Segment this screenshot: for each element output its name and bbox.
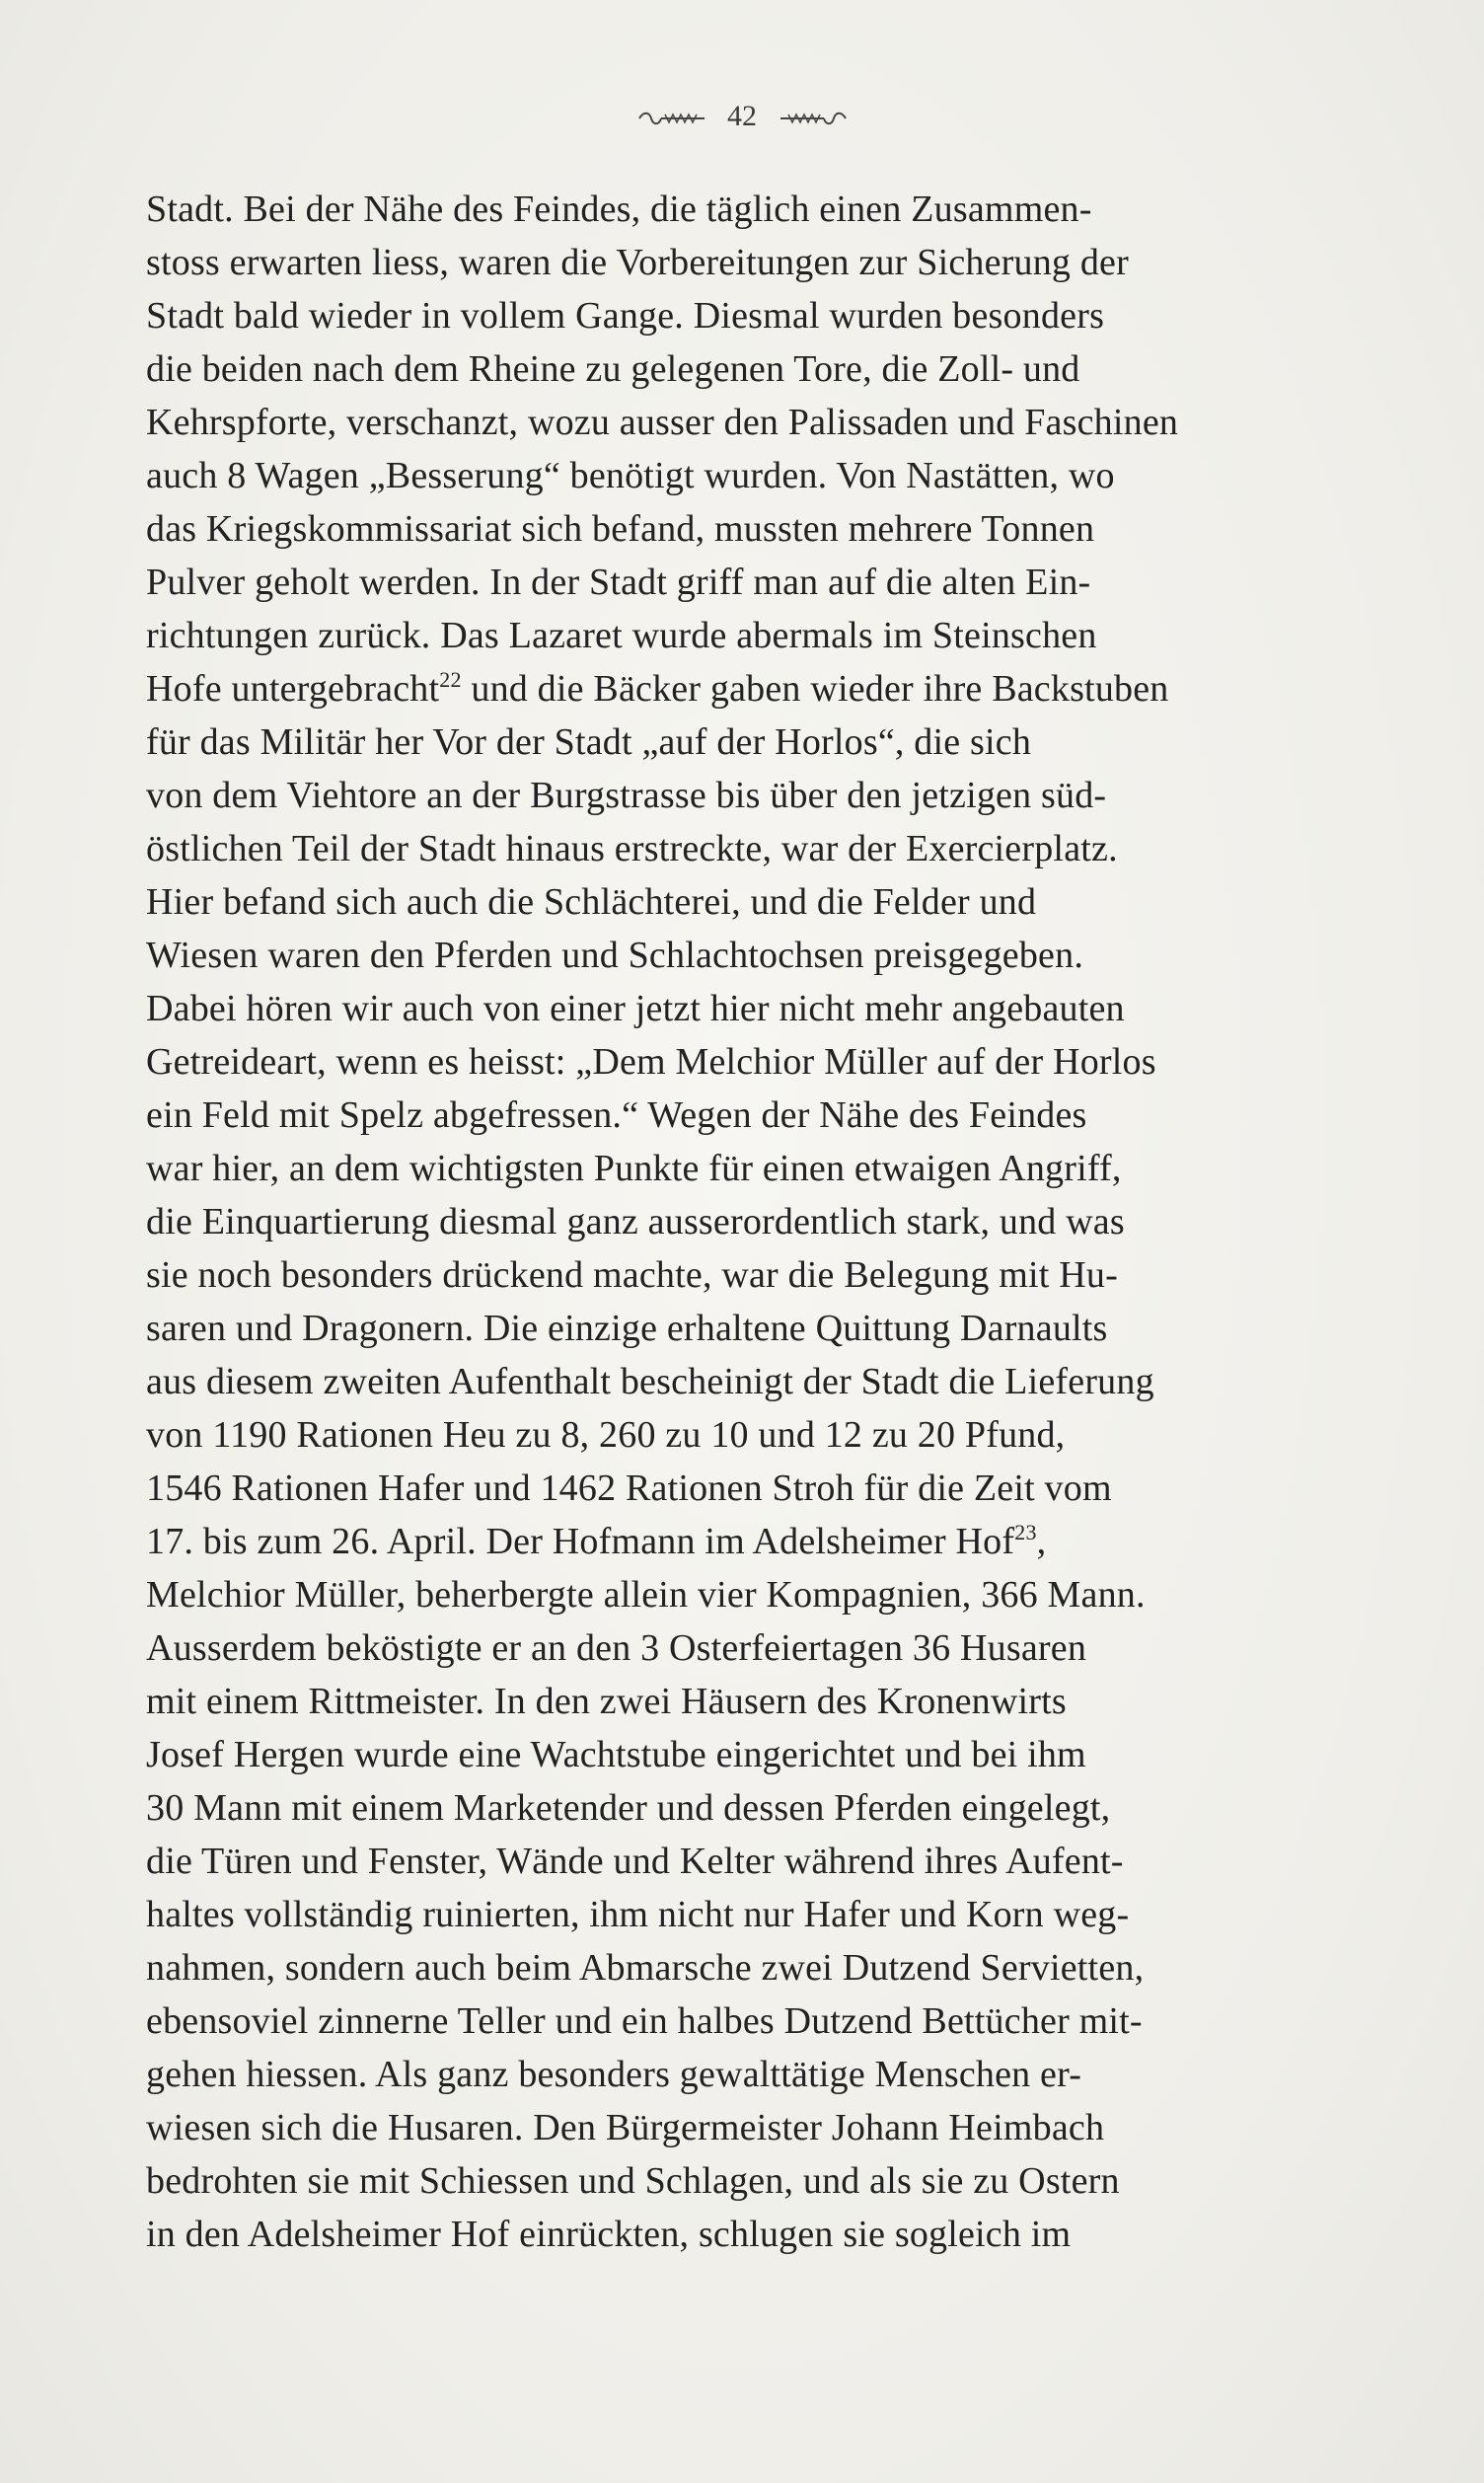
- text-line: saren und Dragonern. Die einzige erhaltene Quittung Darnaults: [146, 1308, 1108, 1349]
- text-line: Melchior Müller, beherbergte allein vier Kompagnien, 366 Mann.: [146, 1574, 1146, 1616]
- footnote-marker: 23: [1014, 1520, 1037, 1544]
- text-line: für das Militär her Vor der Stadt „auf der Horlos“, die sich: [146, 721, 1032, 763]
- text-line: ein Feld mit Spelz abgefressen.“ Wegen der Nähe des Feindes: [146, 1094, 1087, 1136]
- text-line: die Türen und Fenster, Wände und Kelter während ihres Aufent-: [146, 1841, 1124, 1882]
- text-line: östlichen Teil der Stadt hinaus erstreckte, war der Exercierplatz.: [146, 828, 1118, 869]
- text-line: wiesen sich die Husaren. Den Bürgermeister Johann Heimbach: [146, 2107, 1105, 2148]
- text-line: auch 8 Wagen „Besserung“ benötigt wurden. Von Nastätten, wo: [146, 455, 1115, 496]
- text-segment: 17. bis zum 26. April. Der Hofmann im Adelsheimer Hof: [146, 1521, 1015, 1562]
- text-line: die Einquartierung diesmal ganz ausserordentlich stark, und was: [146, 1201, 1125, 1242]
- page-header: [0, 97, 1484, 136]
- text-line: [146, 662, 1425, 715]
- text-segment: und die Bäcker gaben wieder ihre Backstuben: [461, 668, 1169, 710]
- text-line: das Kriegskommissariat sich befand, mussten mehrere Tonnen: [146, 508, 1095, 550]
- right-ornament-icon: [779, 110, 850, 127]
- text-line: 30 Mann mit einem Marketender und dessen Pferden eingelegt,: [146, 1787, 1111, 1829]
- text-line: Stadt. Bei der Nähe des Feindes, die täglich einen Zusammen-: [146, 188, 1092, 230]
- text-line: Pulver geholt werden. In der Stadt griff man auf die alten Ein-: [146, 562, 1091, 603]
- text-line: in den Adelsheimer Hof einrückten, schlugen sie sogleich im: [146, 2214, 1072, 2255]
- text-line: 1546 Rationen Hafer und 1462 Rationen Stroh für die Zeit vom: [146, 1467, 1112, 1509]
- left-ornament-icon: [635, 110, 706, 127]
- text-line: aus diesem zweiten Aufenthalt bescheinigt der Stadt die Lieferung: [146, 1361, 1154, 1402]
- text-line: Dabei hören wir auch von einer jetzt hier nicht mehr angebauten: [146, 988, 1125, 1029]
- text-line: stoss erwarten liess, waren die Vorbereitungen zur Sicherung der: [146, 242, 1129, 283]
- text-line: Kehrspforte, verschanzt, wozu ausser den Palissaden und Faschinen: [146, 402, 1179, 443]
- text-line: sie noch besonders drückend machte, war die Belegung mit Hu-: [146, 1254, 1118, 1296]
- text-line: Stadt bald wieder in vollem Gange. Diesmal wurden besonders: [146, 295, 1105, 337]
- text-line: bedrohten sie mit Schiessen und Schlagen, und als sie zu Ostern: [146, 2160, 1120, 2202]
- text-line: von 1190 Rationen Heu zu 8, 260 zu 10 und 12 zu 20 Pfund,: [146, 1414, 1066, 1456]
- text-line: die beiden nach dem Rheine zu gelegenen Tore, die Zoll- und: [146, 348, 1080, 390]
- body-text: [146, 183, 1425, 2261]
- text-line: war hier, an dem wichtigsten Punkte für einen etwaigen Angriff,: [146, 1148, 1122, 1189]
- text-line: Wiesen waren den Pferden und Schlachtochsen preisgegeben.: [146, 935, 1084, 976]
- text-segment: ,: [1036, 1521, 1047, 1562]
- text-line: ebensoviel zinnerne Teller und ein halbes Dutzend Bettücher mit-: [146, 2000, 1143, 2042]
- page-number: 42: [727, 100, 757, 132]
- text-line: von dem Viehtore an der Burgstrasse bis über den jetzigen süd-: [146, 775, 1107, 816]
- text-line: Josef Hergen wurde eine Wachtstube eingerichtet und bei ihm: [146, 1734, 1086, 1775]
- text-line: [146, 1515, 1425, 1568]
- text-line: richtungen zurück. Das Lazaret wurde abermals im Steinschen: [146, 615, 1097, 656]
- text-line: gehen hiessen. Als ganz besonders gewalttätige Menschen er-: [146, 2054, 1082, 2095]
- text-line: Getreideart, wenn es heisst: „Dem Melchior Müller auf der Horlos: [146, 1041, 1156, 1083]
- footnote-marker: 22: [439, 667, 462, 692]
- text-line: haltes vollständig ruinierten, ihm nicht nur Hafer und Korn weg-: [146, 1894, 1130, 1935]
- text-segment: Hofe untergebracht: [146, 668, 440, 710]
- text-line: mit einem Rittmeister. In den zwei Häusern des Kronenwirts: [146, 1681, 1067, 1722]
- text-line: Ausserdem beköstigte er an den 3 Osterfeiertagen 36 Husaren: [146, 1627, 1087, 1669]
- text-line: Hier befand sich auch die Schlächterei, und die Felder und: [146, 881, 1037, 923]
- text-line: nahmen, sondern auch beim Abmarsche zwei Dutzend Servietten,: [146, 1947, 1145, 1989]
